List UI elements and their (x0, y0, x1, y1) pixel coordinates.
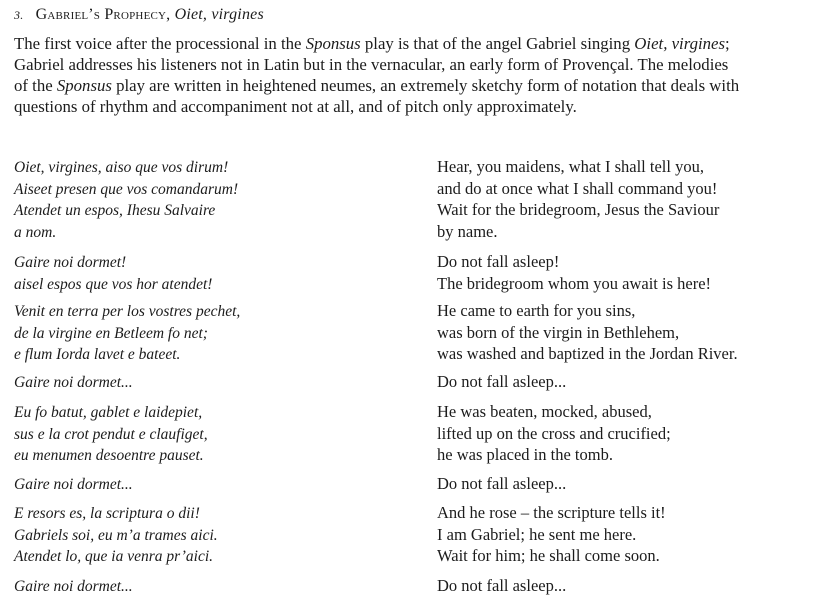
intro-italic: Oiet, virgines (634, 34, 726, 53)
section-heading (14, 6, 264, 24)
english-line: was washed and baptized in the Jordan River. (437, 344, 738, 363)
section-number: 3. (14, 8, 24, 22)
section-subtitle: Oiet, virgines (174, 6, 264, 23)
english-stanza (437, 251, 711, 294)
intro-line (14, 75, 822, 96)
english-stanza (437, 473, 566, 495)
english-line: He was beaten, mocked, abused, (437, 402, 652, 421)
intro-italic: Sponsus (56, 76, 112, 95)
latin-line: Gaire noi dormet! (14, 254, 127, 271)
latin-stanza (14, 474, 133, 496)
latin-line: de la virgine en Betleem fo net; (14, 324, 208, 342)
english-line: Hear, you maidens, what I shall tell you, (437, 157, 704, 176)
english-line: lifted up on the cross and crucified; (437, 423, 671, 443)
english-line: He came to earth for you sins, (437, 301, 636, 320)
intro-text: play are written in heightened neumes, an extremely sketchy form of notation that deals with (111, 76, 740, 95)
latin-line: aisel espos que vos hor atendet! (14, 275, 213, 293)
latin-line: Gaire noi dormet... (14, 578, 133, 595)
latin-stanza (14, 301, 240, 366)
english-line: Wait for the bridegroom, Jesus the Saviour (437, 200, 720, 219)
intro-text: The first voice after the processional in the (14, 34, 306, 53)
section-title: Gabriel’s Prophecy, (35, 6, 171, 23)
intro-line (14, 54, 822, 75)
english-stanza (437, 371, 566, 393)
english-line: Do not fall asleep... (437, 576, 567, 595)
latin-line: Venit en terra per los vostres pechet, (14, 303, 241, 320)
english-line: I am Gabriel; he sent me here. (437, 524, 637, 544)
latin-line: eu menumen desoentre pauset. (14, 447, 204, 464)
english-stanza (437, 300, 738, 365)
latin-line: a nom. (14, 223, 57, 241)
english-line: was born of the virgin in Bethlehem, (437, 322, 680, 342)
latin-line: Oiet, virgines, aiso que vos dirum! (14, 159, 229, 176)
english-line: The bridegroom whom you await is here! (437, 273, 712, 293)
english-stanza (437, 575, 566, 597)
intro-text: ; (725, 34, 730, 53)
english-stanza (437, 401, 671, 466)
intro-line (14, 96, 822, 117)
latin-stanza (14, 503, 218, 568)
english-line: and do at once what I shall command you! (437, 178, 718, 198)
english-stanza (437, 156, 719, 242)
english-line: Wait for him; he shall come soon. (437, 546, 660, 565)
english-line: he was placed in the tomb. (437, 445, 613, 464)
latin-line: Gaire noi dormet... (14, 476, 133, 493)
latin-line: e flum Iorda lavet e bateet. (14, 346, 181, 363)
english-line: Do not fall asleep... (437, 474, 567, 493)
intro-italic: Sponsus (305, 34, 361, 53)
latin-line: Gaire noi dormet... (14, 374, 133, 391)
english-line: And he rose – the scripture tells it! (437, 503, 666, 522)
intro-text: questions of rhythm and accompaniment not at all, and of pitch only approximately. (14, 97, 577, 116)
latin-line: Gabriels soi, eu m’a trames aici. (14, 526, 218, 544)
english-line: by name. (437, 221, 498, 241)
intro-text: play is that of the angel Gabriel singing (360, 34, 635, 53)
latin-stanza (14, 252, 212, 295)
latin-stanza (14, 157, 238, 243)
english-stanza (437, 502, 666, 567)
intro-line (14, 33, 822, 54)
latin-line: Eu fo batut, gablet e laidepiet, (14, 404, 203, 421)
intro-text: Gabriel addresses his listeners not in Latin but in the vernacular, an early form of Provençal. The melodies (14, 55, 729, 74)
english-line: Do not fall asleep! (437, 252, 560, 271)
english-line: Do not fall asleep... (437, 372, 567, 391)
latin-line: Atendet lo, que ia venra pr’aici. (14, 548, 214, 565)
intro-paragraph (14, 33, 822, 117)
intro-text: of the (14, 76, 57, 95)
latin-line: sus e la crot pendut e claufiget, (14, 425, 208, 443)
latin-stanza (14, 576, 133, 598)
latin-stanza (14, 402, 208, 467)
latin-line: E resors es, la scriptura o dii! (14, 505, 200, 522)
latin-line: Aiseet presen que vos comandarum! (14, 180, 239, 198)
latin-stanza (14, 372, 133, 394)
latin-line: Atendet un espos, Ihesu Salvaire (14, 202, 216, 219)
